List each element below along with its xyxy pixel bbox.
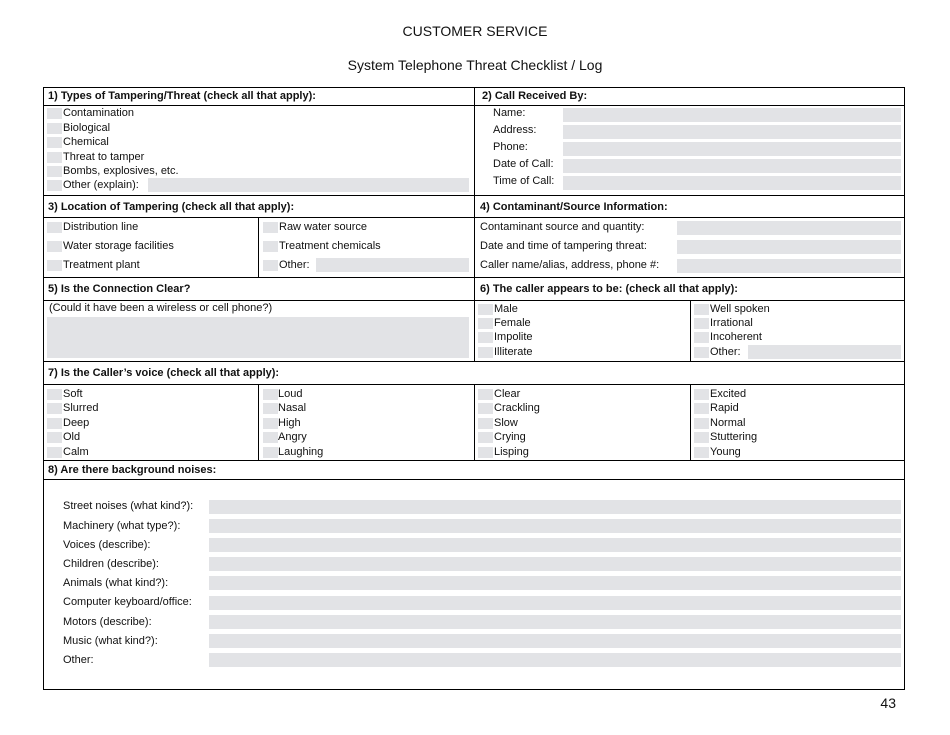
field-label: Animals (what kind?): xyxy=(63,577,169,589)
option-label: Other: xyxy=(710,346,741,358)
checkbox[interactable] xyxy=(47,432,62,443)
option-label: Treatment chemicals xyxy=(279,240,381,252)
music-field[interactable] xyxy=(209,634,901,648)
page-number: 43 xyxy=(880,695,896,711)
connection-field[interactable] xyxy=(47,317,469,358)
field-label: Machinery (what type?): xyxy=(63,520,181,532)
rule xyxy=(43,460,905,461)
field-label: Phone: xyxy=(493,141,528,153)
option-label: Slurred xyxy=(63,402,99,414)
checkbox[interactable] xyxy=(263,447,278,458)
option-label: Female xyxy=(494,317,531,329)
option-label: Angry xyxy=(278,431,307,443)
checkbox[interactable] xyxy=(47,418,62,429)
field-label: Name: xyxy=(493,107,526,119)
checkbox[interactable] xyxy=(694,403,709,414)
checkbox[interactable] xyxy=(263,241,278,252)
option-label: Contamination xyxy=(63,107,134,119)
address-field[interactable] xyxy=(563,125,901,139)
caller-info-field[interactable] xyxy=(677,259,901,273)
form-title: System Telephone Threat Checklist / Log xyxy=(347,57,603,73)
checkbox[interactable] xyxy=(47,447,62,458)
section-3-heading: 3) Location of Tampering (check all that apply): xyxy=(48,201,295,213)
section-2-heading: 2) Call Received By: xyxy=(482,90,588,102)
checkbox[interactable] xyxy=(263,432,278,443)
checkbox[interactable] xyxy=(47,403,62,414)
checkbox[interactable] xyxy=(694,318,709,329)
divider xyxy=(258,384,259,460)
option-label: Crackling xyxy=(494,402,540,414)
checkbox[interactable] xyxy=(478,304,493,315)
checkbox[interactable] xyxy=(478,403,493,414)
option-label: Well spoken xyxy=(710,303,770,315)
checkbox[interactable] xyxy=(478,432,493,443)
checkbox[interactable] xyxy=(47,260,62,271)
date-of-call-field[interactable] xyxy=(563,159,901,173)
field-label: Motors (describe): xyxy=(63,616,152,628)
checkbox[interactable] xyxy=(47,152,62,163)
option-label: Soft xyxy=(63,388,83,400)
checkbox[interactable] xyxy=(694,447,709,458)
checkbox[interactable] xyxy=(47,123,62,134)
option-label: Young xyxy=(710,446,741,458)
contaminant-source-field[interactable] xyxy=(677,221,901,235)
divider xyxy=(474,384,475,460)
option-label: Rapid xyxy=(710,402,739,414)
field-label: Time of Call: xyxy=(493,175,555,187)
checkbox[interactable] xyxy=(263,222,278,233)
field-label: Date of Call: xyxy=(493,158,554,170)
option-label: Irrational xyxy=(710,317,753,329)
children-field[interactable] xyxy=(209,557,901,571)
motors-field[interactable] xyxy=(209,615,901,629)
divider xyxy=(474,87,475,195)
connection-note: (Could it have been a wireless or cell phone?) xyxy=(49,302,273,314)
voices-field[interactable] xyxy=(209,538,901,552)
option-label: Calm xyxy=(63,446,89,458)
field-label: Other: xyxy=(63,654,94,666)
name-field[interactable] xyxy=(563,108,901,122)
checkbox[interactable] xyxy=(478,347,493,358)
checkbox[interactable] xyxy=(694,347,709,358)
option-label: Lisping xyxy=(494,446,529,458)
divider xyxy=(690,384,691,460)
time-of-call-field[interactable] xyxy=(563,176,901,190)
checkbox[interactable] xyxy=(263,389,278,400)
option-label: Male xyxy=(494,303,518,315)
checkbox[interactable] xyxy=(47,389,62,400)
option-label: Stuttering xyxy=(710,431,758,443)
animals-field[interactable] xyxy=(209,576,901,590)
field-label: Voices (describe): xyxy=(63,539,151,551)
section-4-heading: 4) Contaminant/Source Information: xyxy=(480,201,668,213)
option-label: Clear xyxy=(494,388,521,400)
option-label: Other: xyxy=(279,259,310,271)
option-label: Deep xyxy=(63,417,90,429)
option-label: Biological xyxy=(63,122,111,134)
checkbox[interactable] xyxy=(47,180,62,191)
divider xyxy=(474,277,475,361)
field-label: Contaminant source and quantity: xyxy=(480,221,645,233)
checkbox[interactable] xyxy=(263,418,278,429)
rule xyxy=(43,361,905,362)
computer-keyboard-field[interactable] xyxy=(209,596,901,610)
field-label: Street noises (what kind?): xyxy=(63,500,194,512)
rule xyxy=(43,479,905,480)
option-label: Loud xyxy=(278,388,303,400)
option-label: Normal xyxy=(710,417,746,429)
option-label: Illiterate xyxy=(494,346,533,358)
option-label: Crying xyxy=(494,431,526,443)
section-1-heading: 1) Types of Tampering/Threat (check all that apply): xyxy=(48,90,316,102)
checkbox[interactable] xyxy=(694,304,709,315)
checkbox[interactable] xyxy=(694,418,709,429)
section-6-heading: 6) The caller appears to be: (check all that apply): xyxy=(480,283,738,295)
option-label: Slow xyxy=(494,417,518,429)
checkbox[interactable] xyxy=(47,241,62,252)
page-title: CUSTOMER SERVICE xyxy=(402,23,548,39)
divider xyxy=(474,195,475,277)
checkbox[interactable] xyxy=(478,447,493,458)
field-label: Computer keyboard/office: xyxy=(63,596,192,608)
other-explain-field[interactable] xyxy=(148,178,469,192)
checkbox[interactable] xyxy=(694,332,709,343)
option-label: Water storage facilities xyxy=(63,240,174,252)
divider xyxy=(690,300,691,361)
field-label: Children (describe): xyxy=(63,558,159,570)
option-label: Incoherent xyxy=(710,331,762,343)
field-label: Caller name/alias, address, phone #: xyxy=(480,259,660,271)
section-8-heading: 8) Are there background noises: xyxy=(48,464,217,476)
section-7-heading: 7) Is the Caller’s voice (check all that apply): xyxy=(48,367,280,379)
option-label: Distribution line xyxy=(63,221,139,233)
field-label: Date and time of tampering threat: xyxy=(480,240,647,252)
field-label: Address: xyxy=(493,124,537,136)
option-label: Treatment plant xyxy=(63,259,140,271)
section-5-heading: 5) Is the Connection Clear? xyxy=(48,283,191,295)
checkbox[interactable] xyxy=(478,318,493,329)
phone-field[interactable] xyxy=(563,142,901,156)
street-noises-field[interactable] xyxy=(209,500,901,514)
option-label: Threat to tamper xyxy=(63,151,145,163)
checkbox[interactable] xyxy=(694,389,709,400)
checkbox[interactable] xyxy=(478,389,493,400)
option-label: Chemical xyxy=(63,136,109,148)
other-caller-field[interactable] xyxy=(748,345,901,359)
option-label: Impolite xyxy=(494,331,533,343)
threat-datetime-field[interactable] xyxy=(677,240,901,254)
checkbox[interactable] xyxy=(47,137,62,148)
option-label: Old xyxy=(63,431,81,443)
checkbox[interactable] xyxy=(478,418,493,429)
checkbox[interactable] xyxy=(47,166,62,177)
option-label: High xyxy=(278,417,301,429)
checkbox[interactable] xyxy=(263,260,278,271)
checkbox[interactable] xyxy=(478,332,493,343)
field-label: Music (what kind?): xyxy=(63,635,158,647)
checkbox[interactable] xyxy=(263,403,278,414)
option-label: Excited xyxy=(710,388,747,400)
checkbox[interactable] xyxy=(47,222,62,233)
option-label: Bombs, explosives, etc. xyxy=(63,165,179,177)
checkbox[interactable] xyxy=(47,108,62,119)
machinery-field[interactable] xyxy=(209,519,901,533)
option-label: Other (explain): xyxy=(63,179,139,191)
other-location-field[interactable] xyxy=(316,258,469,272)
option-label: Nasal xyxy=(278,402,307,414)
option-label: Raw water source xyxy=(279,221,368,233)
checkbox[interactable] xyxy=(694,432,709,443)
other-noise-field[interactable] xyxy=(209,653,901,667)
option-label: Laughing xyxy=(278,446,324,458)
divider xyxy=(258,217,259,277)
